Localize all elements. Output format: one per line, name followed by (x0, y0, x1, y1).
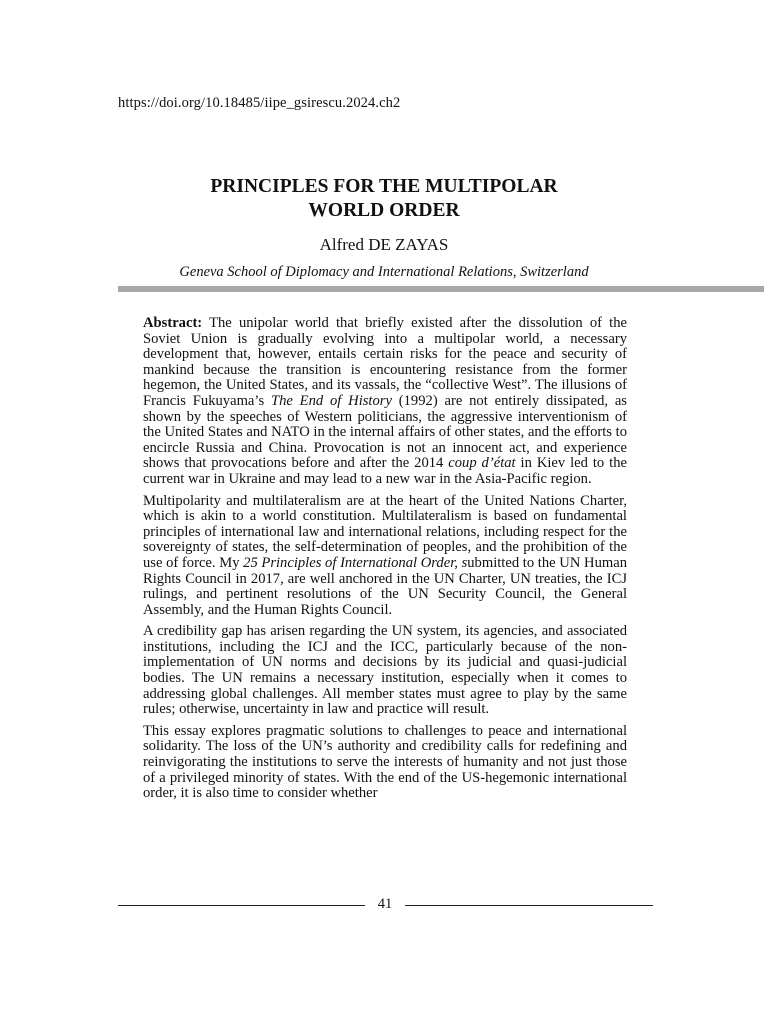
abstract-text: (1992) are not entirely dissipated, as shown by the speeches of Western politicians, the aggressive interventionism of the United States and NATO in the internal affairs of other states, and the efforts to encircle Russia and China. Provocation is not an innocent act, and experience shows that provocations before and after the 2014 (143, 392, 627, 472)
title-line-1: PRINCIPLES FOR THE MULTIPOLAR (210, 176, 558, 197)
footer-rule-right (405, 905, 653, 906)
page-footer (118, 896, 653, 916)
doi-link[interactable]: https://doi.org/10.18485/iipe_gsirescu.2024.ch2 (118, 95, 401, 111)
author-name: Alfred DE ZAYAS (319, 235, 449, 254)
abstract-text: Multipolarity and multilateralism are at the heart of the United Nations Charter, which is akin to a world constitution. Multilateralism is based on fundamental principles of international law and international relations, including respect for the sovereignty of states, the self-determination of peoples, and the prohibition of the use of force. My (143, 492, 627, 571)
abstract-text: ubmitted to the UN Human Rights Council in 2017, are well anchored in the UN Charter, UN treaties, the ICJ rulings, and pertinent resolutions of the UN Security Council, the General Assembly, and the Human Rights Council. (143, 554, 627, 618)
abstract-paragraph-2 (143, 494, 627, 619)
page-number: 41 (377, 896, 393, 912)
header-divider (118, 286, 764, 292)
book-title-end-of-history: The End of History (270, 392, 392, 409)
abstract-paragraph-1 (143, 316, 627, 488)
abstract-paragraph-4: This essay explores pragmatic solutions to challenges to peace and international solidarity. The loss of the UN’s authority and credibility calls for redefining and reinvigorating the institutions to serve the interests of humanity and not just those of a privileged minority of states. With the end of the US-hegemonic international order, it is also time to consider whether (143, 722, 627, 802)
abstract-text: The unipolar world that briefly existed after the dissolution of the Soviet Union is gradually evolving into a multipolar world, a necessary development that, however, entails certain risks for the peace and security of mankind because the transition is encountering resistance from the former hegemon, the United States, and its vassals, the “collective West”. The illusions of Francis Fukuyama’s (143, 315, 627, 409)
italic-coup-detat: coup d’état (448, 455, 516, 472)
abstract-text: in Kiev led to the current war in Ukraine and may lead to a new war in the Asia-Pacific region. (143, 455, 627, 487)
footer-rule-left (118, 905, 365, 906)
author-affiliation: Geneva School of Diplomacy and International Relations, Switzerland (179, 264, 589, 280)
title-line-2: WORLD ORDER (308, 200, 460, 221)
abstract-paragraph-3: A credibility gap has arisen regarding the UN system, its agencies, and associated institutions, including the ICJ and the ICC, particularly because of the non-implementation of UN norms and decisions by its judicial and quasi-judicial bodies. The UN remains a necessary institution, especially when it comes to addressing global challenges. All member states must agree to play by the same rules; otherwise, uncertainty in law and practice will result. (143, 623, 627, 718)
paper-title (120, 175, 648, 223)
abstract-label: Abstract: (143, 315, 203, 331)
italic-25-principles: 25 Principles of International Order, s (243, 554, 468, 571)
abstract (143, 316, 627, 808)
